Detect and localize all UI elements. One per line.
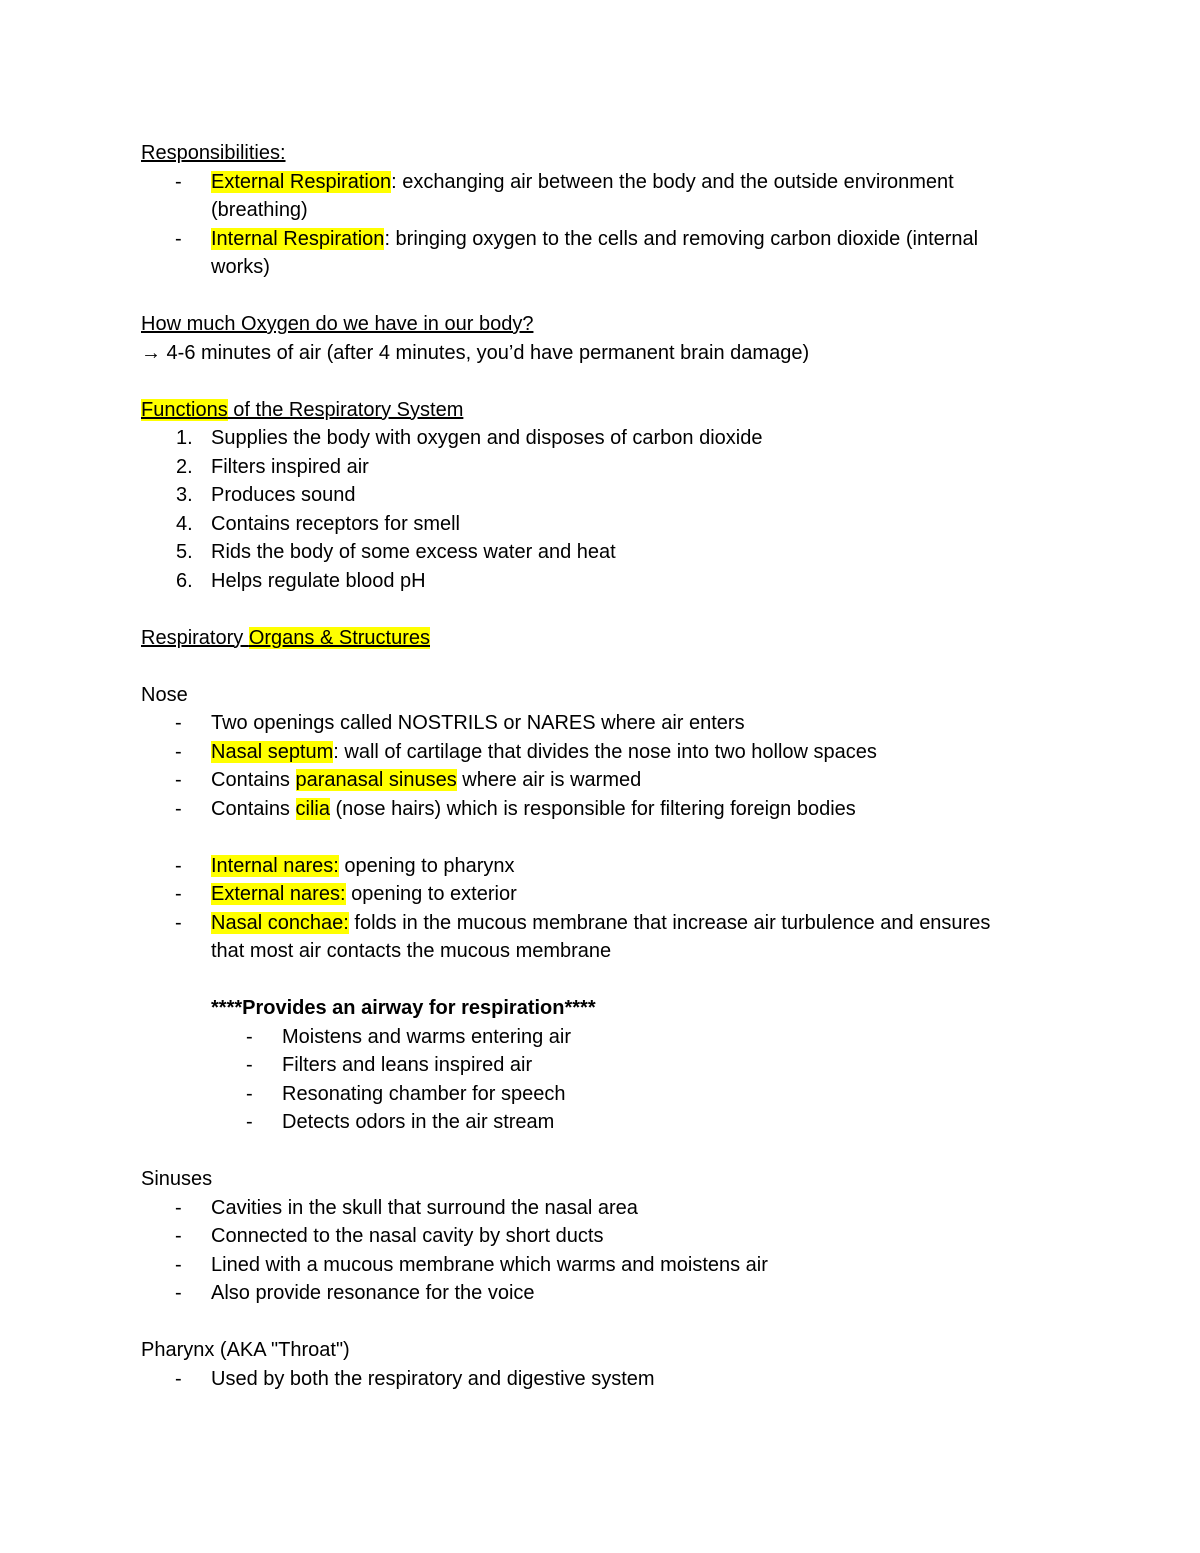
list-item-text: Moistens and warms entering air: [282, 1025, 572, 1048]
list-item: [141, 424, 1061, 453]
list-item-text: Helps regulate blood pH: [211, 569, 426, 592]
bullet-dash: -: [246, 1111, 253, 1133]
definition-text: : exchanging air between the body and the outside environment: [391, 170, 954, 193]
term-cilia: cilia: [295, 797, 330, 820]
bullet-dash: -: [175, 712, 182, 734]
list-item: [141, 852, 1061, 881]
list-item: [141, 880, 1061, 909]
nose-item-text: : wall of cartilage that divides the nose into two hollow spaces: [333, 740, 877, 763]
term-paranasal-sinuses: paranasal sinuses: [295, 769, 457, 791]
pharynx-title: Pharynx (AKA "Throat"): [141, 1339, 350, 1361]
bullet-dash: -: [246, 1082, 253, 1105]
sinuses-title: Sinuses: [141, 1168, 213, 1190]
airway-list: [211, 1023, 1061, 1137]
list-number: 4.: [176, 512, 193, 535]
bullet-dash: -: [175, 1253, 182, 1276]
bullet-dash: -: [175, 854, 182, 877]
bullet-dash: -: [246, 1054, 253, 1076]
list-number: 2.: [176, 455, 193, 478]
spacer: [141, 1137, 1061, 1166]
list-item-text: Lined with a mucous membrane which warms and moistens air: [211, 1253, 768, 1276]
list-item-text: Filters and leans inspired air: [282, 1054, 533, 1076]
nose-title: Nose: [141, 683, 188, 706]
spacer: [141, 652, 1061, 681]
term-nasal-septum: Nasal septum: [211, 740, 334, 763]
functions-heading-highlight: Functions: [141, 398, 228, 421]
list-item: [141, 1279, 1061, 1308]
bullet-dash: -: [175, 797, 182, 820]
list-item-text: Resonating chamber for speech: [282, 1082, 566, 1105]
list-item: [141, 738, 1061, 767]
bullet-dash: -: [175, 1196, 182, 1219]
list-item: [141, 1194, 1061, 1223]
spacer: [141, 823, 1061, 852]
pharynx-list: [141, 1365, 1061, 1394]
list-item: [211, 1051, 1061, 1080]
definition-text: : bringing oxygen to the cells and removing carbon dioxide (internal: [384, 227, 979, 250]
list-item: [141, 538, 1061, 567]
nose-item-text: (nose hairs) which is responsible for filtering foreign bodies: [329, 797, 856, 820]
list-number: 1.: [176, 427, 193, 449]
functions-list: [141, 424, 1061, 595]
term-nasal-conchae: Nasal conchae:: [211, 911, 349, 934]
list-item: [141, 795, 1061, 824]
list-item-text: Detects odors in the air stream: [282, 1111, 555, 1133]
bullet-dash: -: [175, 911, 182, 934]
bullet-dash: -: [175, 883, 182, 905]
organs-heading: [141, 624, 1061, 653]
document-body: [141, 139, 1061, 1393]
bullet-dash: -: [175, 769, 182, 791]
bullet-dash: -: [175, 170, 182, 193]
term-external-nares: External nares:: [211, 883, 346, 905]
list-item: [141, 168, 1061, 225]
organs-heading-prefix: Respiratory: [141, 626, 249, 649]
nose-item-text: where air is warmed: [456, 769, 642, 791]
nose-item-continuation: that most air contacts the mucous membrane: [211, 940, 612, 962]
list-item: [141, 1365, 1061, 1394]
term-external-respiration: External Respiration: [211, 170, 392, 193]
list-item: [141, 1222, 1061, 1251]
list-item: [211, 1080, 1061, 1109]
bullet-dash: -: [175, 227, 182, 250]
list-item: [141, 510, 1061, 539]
list-item-text: Rids the body of some excess water and heat: [211, 541, 616, 563]
bullet-dash: -: [175, 1367, 182, 1390]
list-item: [141, 766, 1061, 795]
list-item: [141, 453, 1061, 482]
bullet-dash: -: [246, 1025, 253, 1048]
spacer: [141, 282, 1061, 311]
nose-item-text: Contains: [211, 797, 296, 820]
list-item: [141, 481, 1061, 510]
list-number: 5.: [176, 541, 193, 563]
airway-block: [141, 994, 1061, 1137]
definition-continuation: works): [211, 256, 270, 278]
organs-heading-highlight: Organs & Structures: [248, 626, 430, 649]
bullet-dash: -: [175, 1225, 182, 1247]
list-item-text: Supplies the body with oxygen and disposes of carbon dioxide: [211, 427, 763, 449]
functions-heading-rest: of the Respiratory System: [227, 398, 464, 421]
spacer: [141, 1308, 1061, 1337]
nose-item-text: Two openings called NOSTRILS or NARES where air enters: [211, 712, 745, 734]
oxygen-answer: → 4-6 minutes of air (after 4 minutes, you’d have permanent brain damage): [141, 341, 810, 364]
list-item-text: Produces sound: [211, 484, 356, 506]
list-item: [141, 1251, 1061, 1280]
term-internal-nares: Internal nares:: [211, 854, 339, 877]
list-item: [211, 1108, 1061, 1137]
list-item-text: Filters inspired air: [211, 455, 369, 478]
nose-item-text: Contains: [211, 769, 296, 791]
nose-item-text: opening to exterior: [345, 883, 517, 905]
airway-heading: ****Provides an airway for respiration****: [211, 997, 596, 1019]
list-item: [141, 909, 1061, 966]
oxygen-question: How much Oxygen do we have in our body?: [141, 313, 534, 335]
list-item-text: Contains receptors for smell: [211, 512, 460, 535]
list-item: [141, 567, 1061, 596]
spacer: [141, 595, 1061, 624]
term-internal-respiration: Internal Respiration: [211, 227, 385, 250]
list-number: 6.: [176, 569, 193, 592]
sinuses-list: [141, 1194, 1061, 1308]
list-item: [211, 1023, 1061, 1052]
list-item-text: Cavities in the skull that surround the nasal area: [211, 1196, 638, 1219]
list-item-text: Connected to the nasal cavity by short ducts: [211, 1225, 604, 1247]
list-item-text: Also provide resonance for the voice: [211, 1282, 535, 1304]
nose-item-text: opening to pharynx: [338, 854, 515, 877]
nose-item-text: folds in the mucous membrane that increase air turbulence and ensures: [348, 911, 991, 934]
spacer: [141, 966, 1061, 995]
list-item-text: Used by both the respiratory and digestive system: [211, 1367, 655, 1390]
responsibilities-heading: Responsibilities:: [141, 142, 286, 164]
definition-continuation: (breathing): [211, 199, 308, 221]
spacer: [141, 367, 1061, 396]
functions-heading: [141, 396, 1061, 425]
list-item: [141, 709, 1061, 738]
bullet-dash: -: [175, 1282, 182, 1304]
bullet-dash: -: [175, 740, 182, 763]
list-number: 3.: [176, 484, 193, 506]
list-item: [141, 225, 1061, 282]
